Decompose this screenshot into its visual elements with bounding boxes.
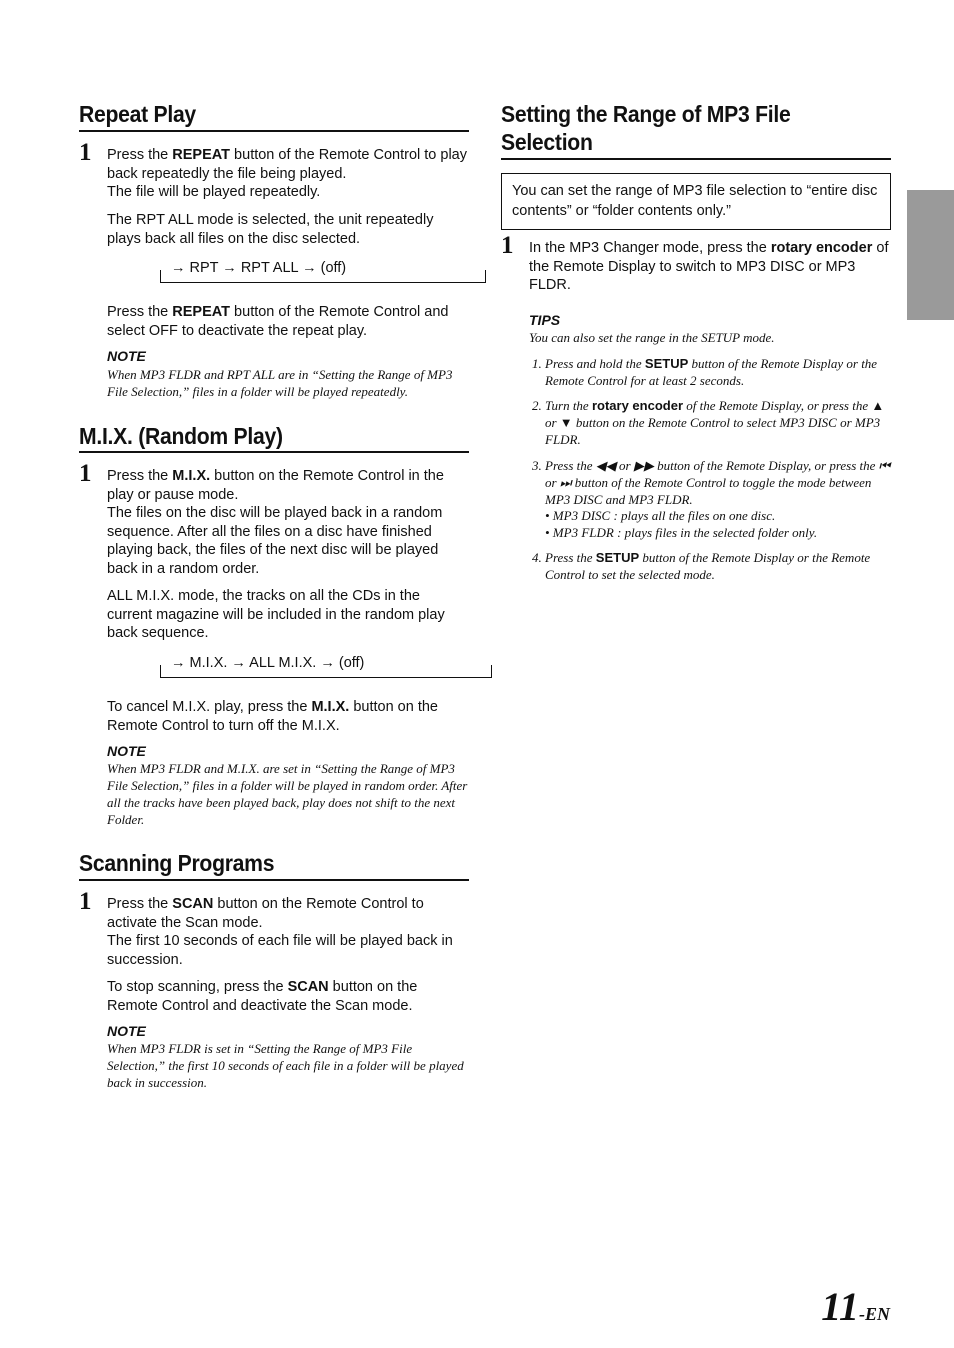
scan-step-text [107,895,469,969]
page-number-value: 11 [821,1284,859,1329]
setup-key-label: SETUP [595,550,640,565]
mix-key-label: M.I.X. [172,468,211,484]
bullet-item: • MP3 FLDR : plays files in the selected folder only. [545,525,818,540]
mix-flow-diagram [160,655,492,678]
range-heading-line2: Selection [501,129,593,155]
text: The first 10 seconds of each file will be played back in succession. [107,933,453,968]
text: button on the Remote Control to turn off the M.I.X. [107,699,438,734]
text: Turn the [545,398,592,413]
rotary-encoder-label: rotary encoder [770,240,873,256]
repeat-key-label: REPEAT [172,304,231,320]
rotary-encoder-label: rotary encoder [591,398,684,413]
repeat-flow-text: → RPT → RPT ALL → (off) [167,259,350,277]
text: The file will be played repeatedly. [107,184,321,200]
text: The files on the disc will be played back in a random sequence. After all the files on a disc have finished playing back, the files of the next disc will be played back in a random order. [107,505,443,577]
mix-note: When MP3 FLDR and M.I.X. are set in “Setting the Range of MP3 File Selection,” files in a folder will be played in random order. After all the tracks have been played back, play does not shift to the next Folder. [107,761,468,827]
range-heading-line1: Setting the Range of MP3 File [501,101,791,127]
list-number: 2. [532,398,542,413]
text: button on the Remote Control in the play or pause mode. [107,468,444,503]
scan-key-label: SCAN [172,896,214,912]
step-number: 1 [79,460,92,487]
repeat-cancel-text [107,303,469,340]
text: To stop scanning, press the [107,979,288,995]
tips-list-item [532,457,892,508]
text: button of the Remote Control to play back repeatedly the file being played. [107,147,468,182]
tips-label: TIPS [529,312,561,328]
scan-key-label: SCAN [287,979,329,995]
list-item-text [545,549,892,583]
text: of the Remote Display to switch to MP3 DISC or MP3 FLDR. [529,240,889,293]
page-number [821,1282,890,1339]
repeat-note: When MP3 FLDR and RPT ALL are in “Setting the Range of MP3 File Selection,” files in a folder will be played repeatedly. [107,367,453,399]
text: button of the Remote Control and select OFF to deactivate the repeat play. [107,304,449,339]
list-number: 4. [532,550,542,565]
mix-cancel-text [107,698,469,735]
heading-rule [79,130,469,132]
heading-rule [79,451,469,453]
text: Press the [107,147,173,163]
note-label: NOTE [107,1023,146,1039]
list-item-text: Press the ◀◀ or ▶▶ button of the Remote Display, or press the ⏮ or ⏭ button of the Remote Control to toggle the mode between MP3 DISC and MP3 FLDR. [545,458,891,507]
heading-rule [501,158,891,160]
repeat-key-label: REPEAT [172,147,231,163]
scan-note: When MP3 FLDR is set in “Setting the Range of MP3 File Selection,” the first 10 seconds of each file in a folder will be played back in succession. [107,1041,464,1090]
text: In the MP3 Changer mode, press the [529,240,771,256]
step-number: 1 [79,139,92,166]
text: To cancel M.I.X. play, press the [107,699,312,715]
step-number: 1 [79,888,92,915]
mix-step-text [107,467,469,578]
text: button of the Remote Display or the Remote Control to set the selected mode. [545,550,871,582]
list-item-text [545,355,892,389]
mix-heading: M.I.X. (Random Play) [79,423,283,449]
bullet-item: • MP3 DISC : plays all the files on one disc. [545,508,776,523]
text: Press the [107,304,173,320]
intro-box-text: You can set the range of MP3 file selection to “entire disc contents” or “folder contents only.” [512,183,878,219]
heading-rule [79,879,469,881]
tips-list-item [532,355,892,389]
text: Press the [107,896,173,912]
text: Press and hold the [545,356,645,371]
setup-key-label: SETUP [644,356,689,371]
range-heading [501,100,860,156]
text: button on the Remote Control to activate the Scan mode. [107,896,424,931]
list-number: 1. [532,356,542,371]
text: button of the Remote Display or the Remote Control for at least 2 seconds. [545,356,878,388]
page-number-suffix: -EN [859,1304,890,1324]
repeat-all-text: The RPT ALL mode is selected, the unit repeatedly plays back all files on the disc selected. [107,212,434,247]
tips-list-item [532,549,892,583]
scanning-heading: Scanning Programs [79,850,275,876]
mix-key-label: M.I.X. [311,699,350,715]
step-number: 1 [501,232,514,259]
scan-cancel-text [107,978,469,1015]
repeat-flow-diagram [160,260,486,283]
intro-box [501,173,891,230]
note-label: NOTE [107,743,146,759]
mix-flow-text: → M.I.X. → ALL M.I.X. → (off) [167,654,368,672]
tips-list-item [532,397,892,448]
repeat-play-heading: Repeat Play [79,101,196,127]
all-mix-text: ALL M.I.X. mode, the tracks on all the CDs in the current magazine will be included in the random play back sequence. [107,588,445,641]
text: button on the Remote Control and deactivate the Scan mode. [107,979,418,1014]
section-tab [907,190,954,320]
text: of the Remote Display, or press the ▲ or ▼ button on the Remote Control to select MP3 DISC or MP3 FLDR. [545,398,885,447]
repeat-step-text [107,146,469,202]
text: Press the [107,468,173,484]
list-item-text [545,397,892,448]
text: Press the [545,550,596,565]
note-label: NOTE [107,348,146,364]
range-step-text [529,239,891,295]
list-number: 3. [532,458,542,473]
tips-intro: You can also set the range in the SETUP mode. [529,330,775,345]
